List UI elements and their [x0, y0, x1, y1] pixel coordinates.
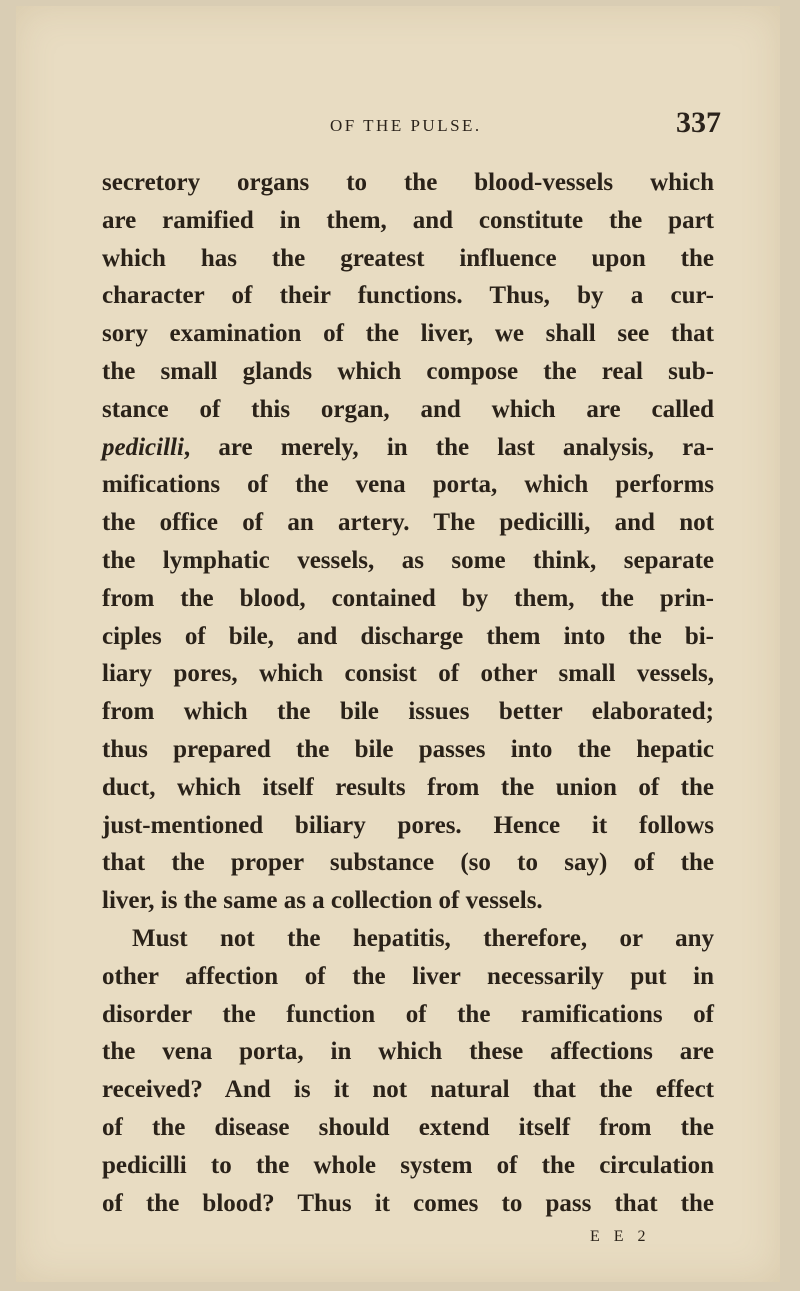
body-text	[102, 164, 714, 1222]
book-page	[16, 6, 780, 1282]
text-line: sory examination of the liver, we shall see that	[102, 320, 714, 348]
page-number: 337	[676, 106, 721, 139]
text-line: that the proper substance (so to say) of the	[102, 849, 714, 877]
text-line: pedicilli to the whole system of the circulation	[102, 1151, 714, 1179]
text-line: ciples of bile, and discharge them into the bi-	[102, 622, 714, 650]
text-line: received? And is it not natural that the effect	[102, 1076, 714, 1104]
text-line: from the blood, contained by them, the prin-	[102, 584, 714, 612]
text-line: of the disease should extend itself from the	[102, 1113, 714, 1141]
text-line: are ramified in them, and constitute the part	[102, 206, 714, 234]
text-line: the office of an artery. The pedicilli, and not	[102, 509, 714, 537]
line-remainder: , are merely, in the last analysis, ra-	[183, 433, 714, 461]
text-line: secretory organs to the blood-vessels which	[102, 169, 714, 196]
text-line: of the blood? Thus it comes to pass that the	[102, 1189, 714, 1217]
signature-mark: E E 2	[590, 1228, 651, 1245]
text-line: just-mentioned biliary pores. Hence it follows	[102, 811, 714, 839]
text-line: character of their functions. Thus, by a cur-	[102, 282, 714, 310]
text-line-with-italic	[102, 429, 714, 467]
text-line-paragraph-start: Must not the hepatitis, therefore, or any	[132, 924, 714, 952]
text-line: other affection of the liver necessarily put in	[102, 962, 714, 990]
text-line: thus prepared the bile passes into the hepatic	[102, 735, 714, 763]
page-header	[16, 106, 780, 150]
text-line: disorder the function of the ramifications of	[102, 1000, 714, 1028]
running-head: OF THE PULSE.	[330, 116, 482, 135]
text-line: mifications of the vena porta, which performs	[102, 471, 714, 499]
text-line: from which the bile issues better elaborated;	[102, 698, 714, 726]
text-line: the lymphatic vessels, as some think, separate	[102, 546, 714, 574]
text-line: stance of this organ, and which are called	[102, 395, 714, 423]
text-line: which has the greatest influence upon the	[102, 244, 714, 272]
italic-term: pedicilli	[102, 433, 184, 461]
text-line: duct, which itself results from the union of the	[102, 773, 714, 801]
text-line-paragraph-end: liver, is the same as a collection of vessels.	[102, 887, 543, 915]
text-line: liary pores, which consist of other small vessels,	[102, 660, 714, 688]
text-line: the small glands which compose the real sub-	[102, 357, 714, 385]
text-line: the vena porta, in which these affections are	[102, 1038, 714, 1066]
